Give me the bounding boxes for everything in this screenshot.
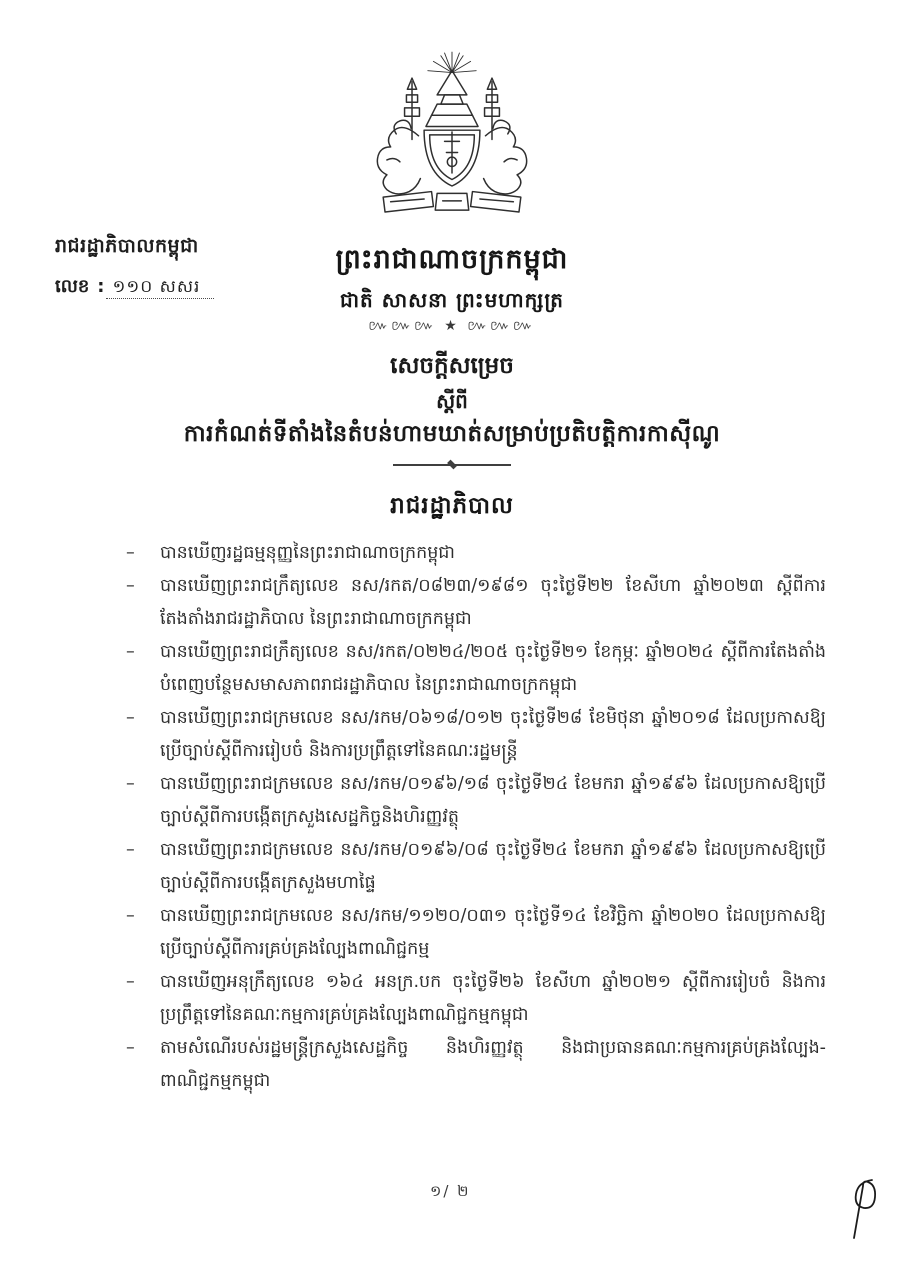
citation-text: បានឃើញអនុក្រឹត្យលេខ ១៦៤ អនក្រ.បក ចុះថ្ងៃទី២៦ ខែសីហា ឆ្នាំ២០២១ ស្ដីពីការរៀបចំ និងការប្រព្រឹត្តទៅនៃគណៈកម្មការគ្រប់គ្រងល្បែងពាណិជ្ជកម្មកម្ពុជា [160,972,826,1025]
national-motto: ជាតិ សាសនា ព្រះមហាក្សត្រ [340,288,564,312]
citation-text: បានឃើញព្រះរាជក្រឹត្យលេខ នស/រកត/០៨២៣/១៩៨១ ចុះថ្ងៃទី២២ ខែសីហា ឆ្នាំ២០២៣ ស្ដីពីការតែងតាំងរាជរដ្ឋាភិបាល នៃព្រះរាជាណាចក្រកម្ពុជា [160,576,826,629]
issuer-heading: រាជរដ្ឋាភិបាល [390,493,514,519]
citation-text: បានឃើញព្រះរាជក្រមលេខ នស/រកម/០១៩៦/០៨ ចុះថ្ងៃទី២៤ ខែមករា ឆ្នាំ១៩៩៦ ដែលប្រកាសឱ្យប្រើច្បាប់ស្ដីពីការបង្កើតក្រសួងមហាផ្ទៃ [160,840,826,893]
emblem-wrap [0,50,904,246]
page-number: ១/ ២ [430,1182,471,1200]
citation-item [126,834,826,900]
doc-number-separator: : [97,276,105,297]
bullet-dash: – [126,576,135,596]
citation-text: បានឃើញព្រះរាជក្រឹត្យលេខ នស/រកត/០២២៤/២០៥ ចុះថ្ងៃទី២១ ខែកុម្ភៈ ឆ្នាំ២០២៤ ស្ដីពីការតែងតាំងបំពេញបន្ថែមសមាសភាពរាជរដ្ឋាភិបាល នៃព្រះរាជាណាចក្រកម្ពុជា [160,642,826,695]
signature-paraph-icon [842,1176,884,1248]
citation-text: បានឃើញព្រះរាជក្រមលេខ នស/រកម/១១២០/០៣១ ចុះថ្ងៃទី១៤ ខែវិច្ឆិកា ឆ្នាំ២០២០ ដែលប្រកាសឱ្យប្រើច្បាប់ស្ដីពីការគ្រប់គ្រងល្បែងពាណិជ្ជកម្ម [160,906,826,959]
doc-number-label: លេខ [55,276,90,297]
bullet-dash: – [126,972,135,992]
government-name: រាជរដ្ឋាភិបាលកម្ពុជា [55,235,199,257]
title-divider [393,464,511,466]
citation-list [126,537,826,1098]
citation-item [126,768,826,834]
royal-arms-of-cambodia-icon [359,50,545,242]
citation-item [126,966,826,1032]
bullet-dash: – [126,642,135,662]
bullet-dash: – [126,840,135,860]
citation-text: បានឃើញព្រះរាជក្រមលេខ នស/រកម/០១៩៦/១៨ ចុះថ្ងៃទី២៤ ខែមករា ឆ្នាំ១៩៩៦ ដែលប្រកាសឱ្យប្រើច្បាប់ស្ដីពីការបង្កើតក្រសួងសេដ្ឋកិច្ចនិងហិរញ្ញវត្ថុ [160,774,826,827]
citation-item [126,702,826,768]
decision-subject: ការកំណត់ទីតាំងនៃតំបន់ហាមឃាត់សម្រាប់ប្រតិបត្តិការកាស៊ីណូ [183,421,721,447]
citation-text: តាមសំណើរបស់រដ្ឋមន្ត្រីក្រសួងសេដ្ឋកិច្ច និងហិរញ្ញវត្ថុ និងជាប្រធានគណៈកម្មការគ្រប់គ្រងល្បែង-ពាណិជ្ជកម្មកម្ពុជា [160,1038,826,1091]
decision-preposition: ស្ដីពី [436,389,468,413]
bullet-dash: – [126,543,135,563]
citation-text: បានឃើញព្រះរាជក្រមលេខ នស/រកម/០៦១៨/០១២ ចុះថ្ងៃទី២៨ ខែមិថុនា ឆ្នាំ២០១៨ ដែលប្រកាសឱ្យប្រើច្បាប់ស្ដីពីការរៀបចំ និងការប្រព្រឹត្តទៅនៃគណៈរដ្ឋមន្ត្រី [160,708,826,761]
motto-flourish: ៚៚៚ ★ ៚៚៚ [368,318,536,334]
divider-diamond-icon [447,460,457,470]
citation-item [126,636,826,702]
kingdom-title: ព្រះរាជាណាចក្រកម្ពុជា [335,244,569,275]
citation-item [126,900,826,966]
bullet-dash: – [126,1038,135,1058]
doc-number-value: ១១០ សសរ [106,277,214,299]
bullet-dash: – [126,708,135,728]
decision-type-title: សេចក្ដីសម្រេច [390,353,514,379]
bullet-dash: – [126,906,135,926]
citation-item [126,1032,826,1098]
citation-item [126,570,826,636]
citation-item [126,537,826,570]
bullet-dash: – [126,774,135,794]
citation-text: បានឃើញរដ្ឋធម្មនុញ្ញនៃព្រះរាជាណាចក្រកម្ពុជា [160,543,455,563]
